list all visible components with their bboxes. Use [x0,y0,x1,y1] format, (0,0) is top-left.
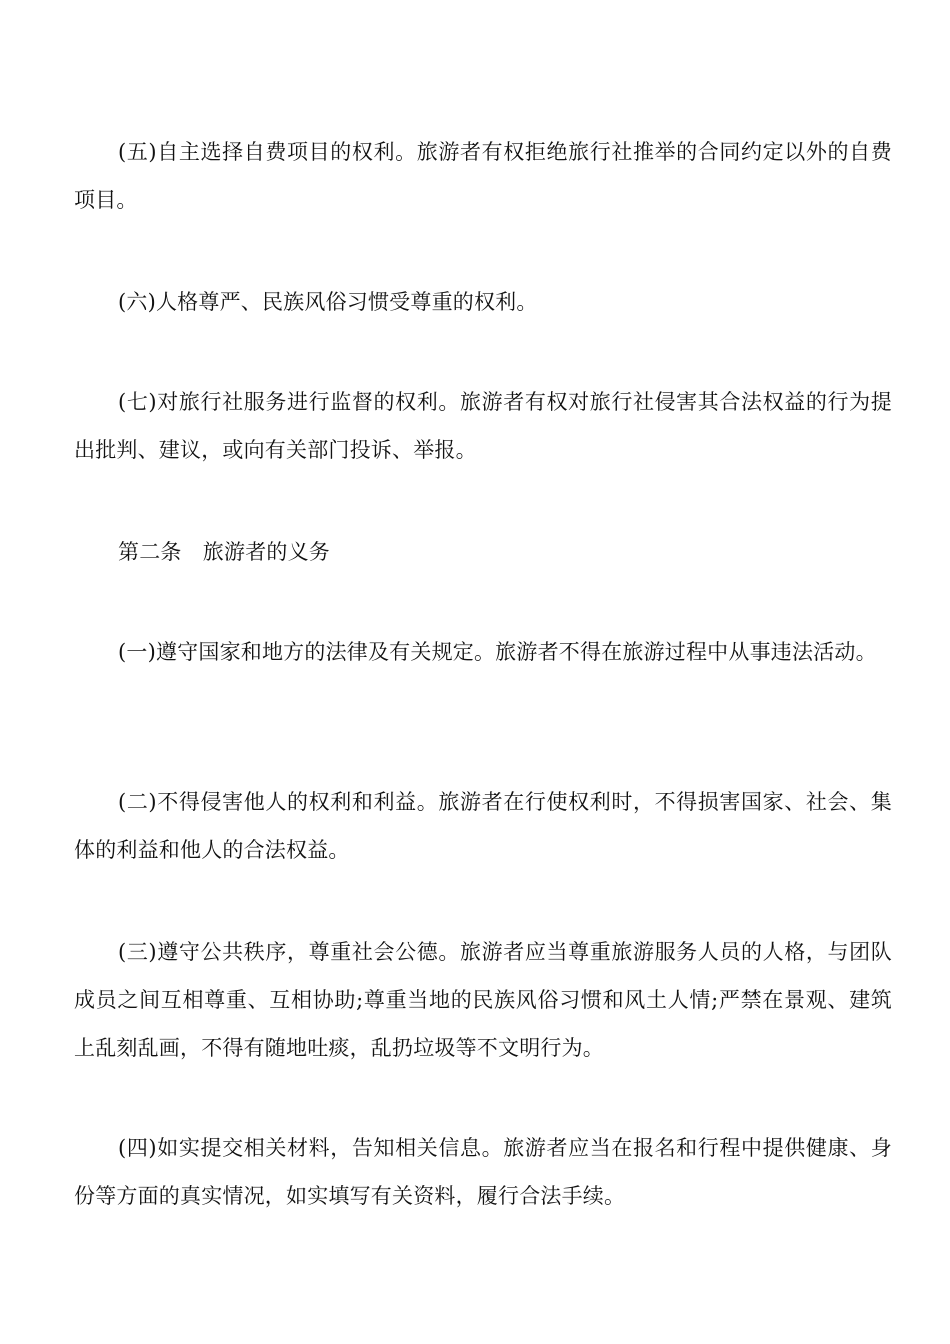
paragraph-duty-3: (三)遵守公共秩序，尊重社会公德。旅游者应当尊重旅游服务人员的人格，与团队成员之间互相尊重、互相协助;尊重当地的民族风俗习惯和风土人情;严禁在景观、建筑上乱刻乱画，不得有随地吐痰，乱扔垃圾等不文明行为。 [74,940,892,1060]
paragraph-duty-4: (四)如实提交相关材料，告知相关信息。旅游者应当在报名和行程中提供健康、身份等方面的真实情况，如实填写有关资料，履行合法手续。 [74,1136,892,1208]
paragraph-right-5: (五)自主选择自费项目的权利。旅游者有权拒绝旅行社推举的合同约定以外的自费项目。 [74,140,892,212]
paragraph-right-7: (七)对旅行社服务进行监督的权利。旅游者有权对旅行社侵害其合法权益的行为提出批判、建议，或向有关部门投诉、举报。 [74,390,892,462]
paragraph-duty-2: (二)不得侵害他人的权利和利益。旅游者在行使权利时，不得损害国家、社会、集体的利益和他人的合法权益。 [74,790,892,862]
paragraph-duty-1: (一)遵守国家和地方的法律及有关规定。旅游者不得在旅游过程中从事违法活动。 [118,640,877,664]
section-heading-article-2: 第二条 旅游者的义务 [118,540,330,564]
paragraph-right-6: (六)人格尊严、民族风俗习惯受尊重的权利。 [118,290,538,314]
